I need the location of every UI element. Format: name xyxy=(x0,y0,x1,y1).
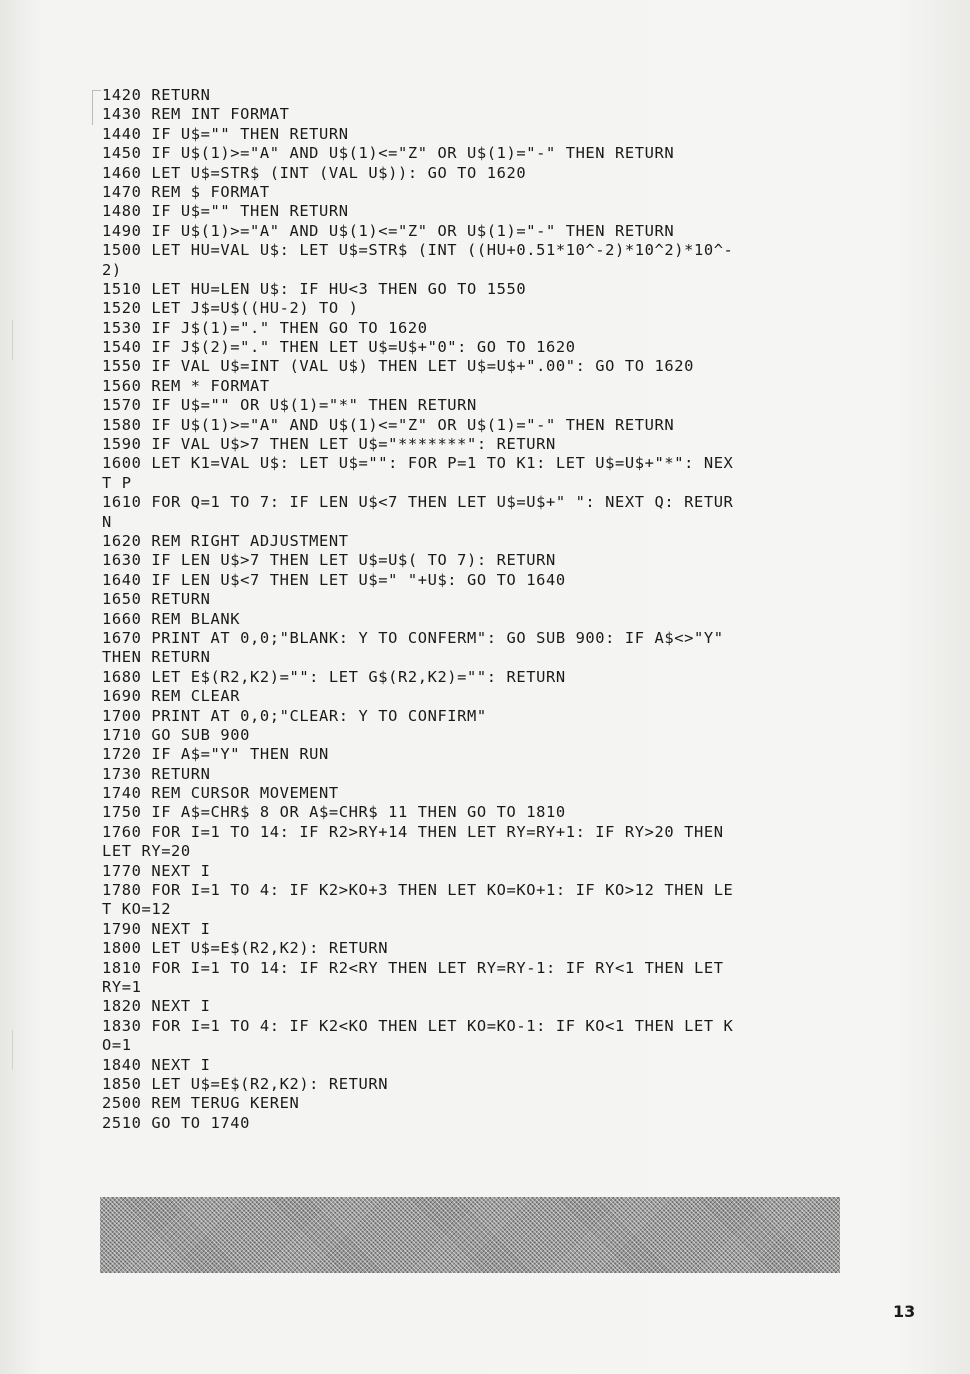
binding-edge-mark xyxy=(0,1030,13,1070)
page-number: 13 xyxy=(893,1302,916,1321)
code-line: 1460 LET U$=STR$ (INT (VAL U$)): GO TO 1620 xyxy=(102,163,527,182)
code-line: 1450 IF U$(1)>="A" AND U$(1)<="Z" OR U$(1)="-" THEN RETURN xyxy=(102,144,675,163)
code-line: 2500 REM TERUG KEREN xyxy=(102,1094,300,1113)
code-line: 1570 IF U$="" OR U$(1)="*" THEN RETURN xyxy=(102,396,477,415)
code-line: 1660 REM BLANK xyxy=(102,609,241,628)
halftone-shaded-box xyxy=(100,1197,840,1273)
code-line: LET RY=20 xyxy=(102,842,191,861)
code-line: 1770 NEXT I xyxy=(102,861,211,880)
code-line: 1710 GO SUB 900 xyxy=(102,725,250,744)
code-line: 1470 REM $ FORMAT xyxy=(102,182,270,201)
code-line: 1440 IF U$="" THEN RETURN xyxy=(102,124,349,143)
code-line: 1620 REM RIGHT ADJUSTMENT xyxy=(102,531,349,550)
code-line: 1560 REM * FORMAT xyxy=(102,376,270,395)
code-line: 1610 FOR Q=1 TO 7: IF LEN U$<7 THEN LET U$=U$+" ": NEXT Q: RETUR xyxy=(102,493,734,512)
code-line: 1820 NEXT I xyxy=(102,997,211,1016)
code-line: 2510 GO TO 1740 xyxy=(102,1113,250,1132)
code-line: 1700 PRINT AT 0,0;"CLEAR: Y TO CONFIRM" xyxy=(102,706,487,725)
code-line: 1840 NEXT I xyxy=(102,1055,211,1074)
code-line: 1780 FOR I=1 TO 4: IF K2>KO+3 THEN LET KO=KO+1: IF KO>12 THEN LE xyxy=(102,881,734,900)
code-line: 1830 FOR I=1 TO 4: IF K2<KO THEN LET KO=KO-1: IF KO<1 THEN LET K xyxy=(102,1016,734,1035)
margin-bracket-mark xyxy=(92,90,101,125)
code-line: 1850 LET U$=E$(R2,K2): RETURN xyxy=(102,1074,389,1093)
code-line: 1480 IF U$="" THEN RETURN xyxy=(102,202,349,221)
code-line: 1600 LET K1=VAL U$: LET U$="": FOR P=1 TO K1: LET U$=U$+"*": NEX xyxy=(102,454,734,473)
code-line: 1550 IF VAL U$=INT (VAL U$) THEN LET U$=U$+".00": GO TO 1620 xyxy=(102,357,694,376)
code-line: 2) xyxy=(102,260,122,279)
code-line: RY=1 xyxy=(102,977,142,996)
basic-program-listing xyxy=(102,86,847,1133)
code-line: 1630 IF LEN U$>7 THEN LET U$=U$( TO 7): RETURN xyxy=(102,551,556,570)
code-line: 1790 NEXT I xyxy=(102,919,211,938)
code-line: 1670 PRINT AT 0,0;"BLANK: Y TO CONFERM": GO SUB 900: IF A$<>"Y" xyxy=(102,628,724,647)
code-line: 1680 LET E$(R2,K2)="": LET G$(R2,K2)="": RETURN xyxy=(102,667,566,686)
code-line: 1800 LET U$=E$(R2,K2): RETURN xyxy=(102,939,389,958)
code-line: 1760 FOR I=1 TO 14: IF R2>RY+14 THEN LET RY=RY+1: IF RY>20 THEN xyxy=(102,822,724,841)
code-line: 1740 REM CURSOR MOVEMENT xyxy=(102,784,339,803)
code-line: 1580 IF U$(1)>="A" AND U$(1)<="Z" OR U$(1)="-" THEN RETURN xyxy=(102,415,675,434)
code-line: 1530 IF J$(1)="." THEN GO TO 1620 xyxy=(102,318,428,337)
code-line: T P xyxy=(102,473,132,492)
code-line: 1690 REM CLEAR xyxy=(102,687,241,706)
code-line: 1750 IF A$=CHR$ 8 OR A$=CHR$ 11 THEN GO TO 1810 xyxy=(102,803,566,822)
code-line: O=1 xyxy=(102,1036,132,1055)
code-line: T KO=12 xyxy=(102,900,172,919)
code-line: 1810 FOR I=1 TO 14: IF R2<RY THEN LET RY=RY-1: IF RY<1 THEN LET xyxy=(102,958,724,977)
code-line: N xyxy=(102,512,112,531)
code-line: 1510 LET HU=LEN U$: IF HU<3 THEN GO TO 1550 xyxy=(102,279,527,298)
code-line: 1500 LET HU=VAL U$: LET U$=STR$ (INT ((HU+0.51*10^-2)*10^2)*10^- xyxy=(102,241,734,260)
code-line: 1590 IF VAL U$>7 THEN LET U$="*******": RETURN xyxy=(102,435,556,454)
code-line: 1490 IF U$(1)>="A" AND U$(1)<="Z" OR U$(1)="-" THEN RETURN xyxy=(102,221,675,240)
binding-edge-mark xyxy=(0,320,13,360)
code-line: 1720 IF A$="Y" THEN RUN xyxy=(102,745,329,764)
code-line: 1730 RETURN xyxy=(102,764,211,783)
code-line: 1650 RETURN xyxy=(102,590,211,609)
code-line: 1540 IF J$(2)="." THEN LET U$=U$+"0": GO TO 1620 xyxy=(102,338,576,357)
code-line: 1640 IF LEN U$<7 THEN LET U$=" "+U$: GO TO 1640 xyxy=(102,570,566,589)
code-line: 1520 LET J$=U$((HU-2) TO ) xyxy=(102,299,359,318)
code-line: THEN RETURN xyxy=(102,648,211,667)
code-line: 1420 RETURN xyxy=(102,86,211,104)
code-line: 1430 REM INT FORMAT xyxy=(102,105,290,124)
